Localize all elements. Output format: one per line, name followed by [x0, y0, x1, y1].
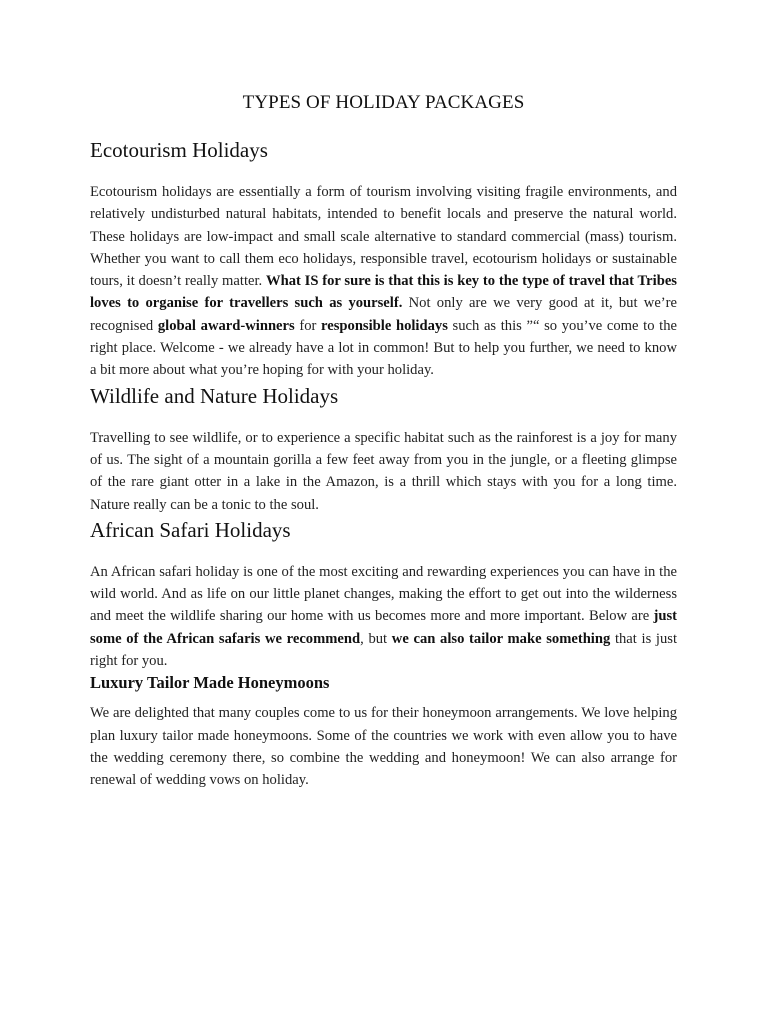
honeymoons-text-1: We are delighted that many couples come to us for their honeymoon arrangements. We love helping plan luxury tailor made honeymoons. Some of the countries we work with even allow you to have the wedding ceremony there, so combine the wedding and honeymoon! We can also arrange for renewal of wedding vows on holiday. — [90, 705, 677, 789]
section-ecotourism — [90, 136, 677, 382]
ecotourism-paragraph — [90, 181, 677, 382]
african-safari-text-2: , but — [360, 630, 392, 647]
african-safari-paragraph — [90, 561, 677, 672]
african-safari-bold-2: we can also tailor make something — [391, 630, 611, 647]
ecotourism-bold-1: What IS for sure is that this is key to the type of travel that Tribes loves to organise for travellers such as yourself. — [90, 273, 677, 312]
section-heading-ecotourism: Ecotourism Holidays — [90, 138, 268, 162]
section-heading-honeymoons: Luxury Tailor Made Honeymoons — [90, 673, 330, 693]
section-heading-wildlife: Wildlife and Nature Holidays — [90, 383, 339, 408]
wildlife-paragraph — [90, 427, 677, 516]
section-african-safari — [90, 516, 677, 672]
section-wildlife — [90, 382, 677, 516]
african-safari-text-3: that is just right for you. — [90, 630, 678, 670]
document-title: TYPES OF HOLIDAY PACKAGES — [242, 92, 525, 113]
ecotourism-text-3: for — [294, 317, 322, 334]
ecotourism-text-2: Not only are we very good at it, but we’re recognised — [90, 295, 678, 334]
section-heading-african-safari: African Safari Holidays — [90, 517, 291, 542]
section-honeymoons — [90, 672, 677, 791]
ecotourism-text-1: Ecotourism holidays are essentially a form of tourism involving visiting fragile environments, and relatively undisturbed natural habitats, intended to benefit locals and preserve the natural world. These holidays are low-impact and small scale alternative to standard commercial (mass) tourism. Whether you want to call them eco holidays, responsible travel, ecotourism holidays or sustainable tours, it doesn’t really matter. — [90, 184, 677, 290]
wildlife-text-1: Travelling to see wildlife, or to experience a specific habitat such as the rainforest is a joy for many of us. The sight of a mountain gorilla a few feet away from you in the jungle, or a fleeting glimpse of the rare giant otter in a lake in the Amazon, is a thrill which stays with you for a long time. Nature really can be a tonic to the soul. — [90, 429, 677, 513]
honeymoons-paragraph — [90, 702, 677, 791]
ecotourism-bold-3: responsible holidays — [321, 317, 448, 334]
african-safari-text-1: An African safari holiday is one of the most exciting and rewarding experiences you can have in the wild world. And as life on our little planet changes, making the effort to get out into the wilderness and meet the wildlife sharing our home with us becomes more and more important. Below are — [90, 563, 677, 625]
ecotourism-text-4: such as this ”“ so you’ve come to the right place. Welcome - we already have a lot in common! But to help you further, we need to know a bit more about what you’re hoping for with your holiday. — [90, 317, 677, 379]
ecotourism-bold-2: global award-winners — [157, 317, 295, 334]
document-page — [90, 92, 677, 792]
african-safari-bold-1: just some of the African safaris we recommend — [90, 608, 677, 647]
